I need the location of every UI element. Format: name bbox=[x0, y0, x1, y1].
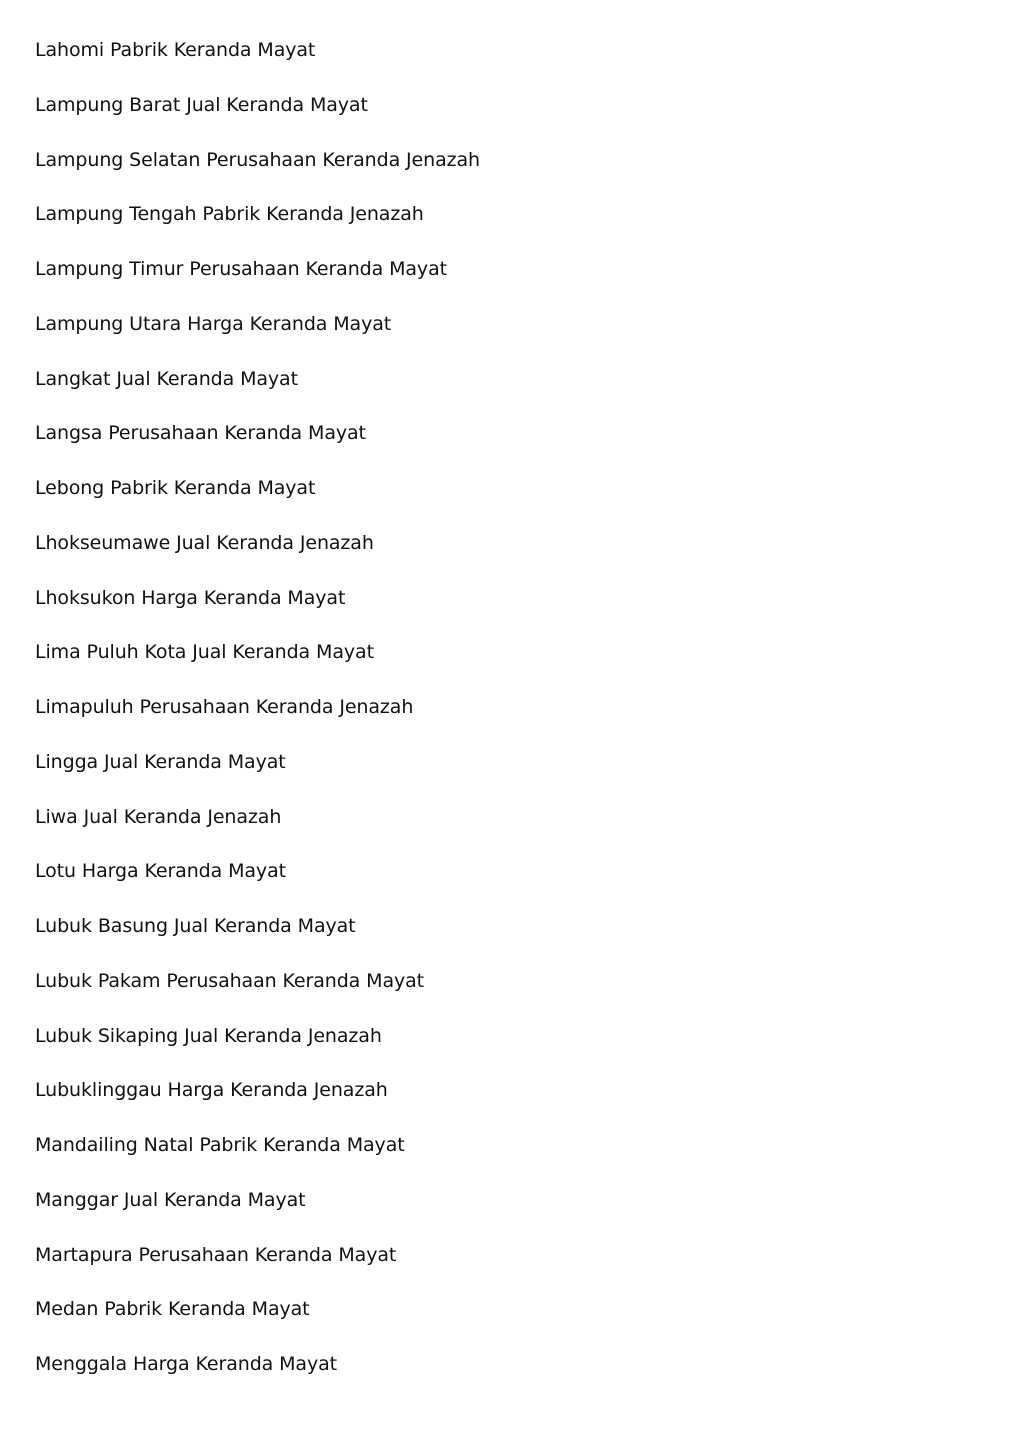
list-item: Manggar Jual Keranda Mayat bbox=[35, 1188, 306, 1211]
list-item: Langsa Perusahaan Keranda Mayat bbox=[35, 422, 366, 445]
list-item: Lhoksukon Harga Keranda Mayat bbox=[35, 586, 346, 609]
list-item: Lhokseumawe Jual Keranda Jenazah bbox=[35, 531, 374, 554]
list-item: Lampung Tengah Pabrik Keranda Jenazah bbox=[35, 203, 424, 226]
list-item: Mandailing Natal Pabrik Keranda Mayat bbox=[35, 1134, 405, 1156]
list-item: Menggala Harga Keranda Mayat bbox=[35, 1353, 338, 1375]
list-item: Lingga Jual Keranda Mayat bbox=[35, 750, 286, 773]
list-item: Lebong Pabrik Keranda Mayat bbox=[35, 477, 316, 499]
keyword-list bbox=[35, 36, 480, 1405]
list-item: Liwa Jual Keranda Jenazah bbox=[35, 805, 282, 828]
list-item: Lubuk Sikaping Jual Keranda Jenazah bbox=[35, 1024, 382, 1047]
list-item: Lahomi Pabrik Keranda Mayat bbox=[35, 39, 316, 61]
list-item: Langkat Jual Keranda Mayat bbox=[35, 367, 298, 390]
list-item: Lampung Timur Perusahaan Keranda Mayat bbox=[35, 258, 447, 280]
list-item: Lubuklinggau Harga Keranda Jenazah bbox=[35, 1079, 388, 1102]
list-item: Lubuk Pakam Perusahaan Keranda Mayat bbox=[35, 969, 425, 992]
list-item: Lampung Barat Jual Keranda Mayat bbox=[35, 93, 368, 116]
list-item: Medan Pabrik Keranda Mayat bbox=[35, 1298, 310, 1321]
list-item: Limapuluh Perusahaan Keranda Jenazah bbox=[35, 696, 414, 718]
list-item: Lampung Utara Harga Keranda Mayat bbox=[35, 312, 392, 335]
list-item: Martapura Perusahaan Keranda Mayat bbox=[35, 1243, 397, 1266]
list-item: Lubuk Basung Jual Keranda Mayat bbox=[35, 915, 356, 937]
list-item: Lotu Harga Keranda Mayat bbox=[35, 860, 286, 883]
list-item: Lima Puluh Kota Jual Keranda Mayat bbox=[35, 641, 374, 664]
list-item: Lampung Selatan Perusahaan Keranda Jenazah bbox=[35, 148, 480, 171]
